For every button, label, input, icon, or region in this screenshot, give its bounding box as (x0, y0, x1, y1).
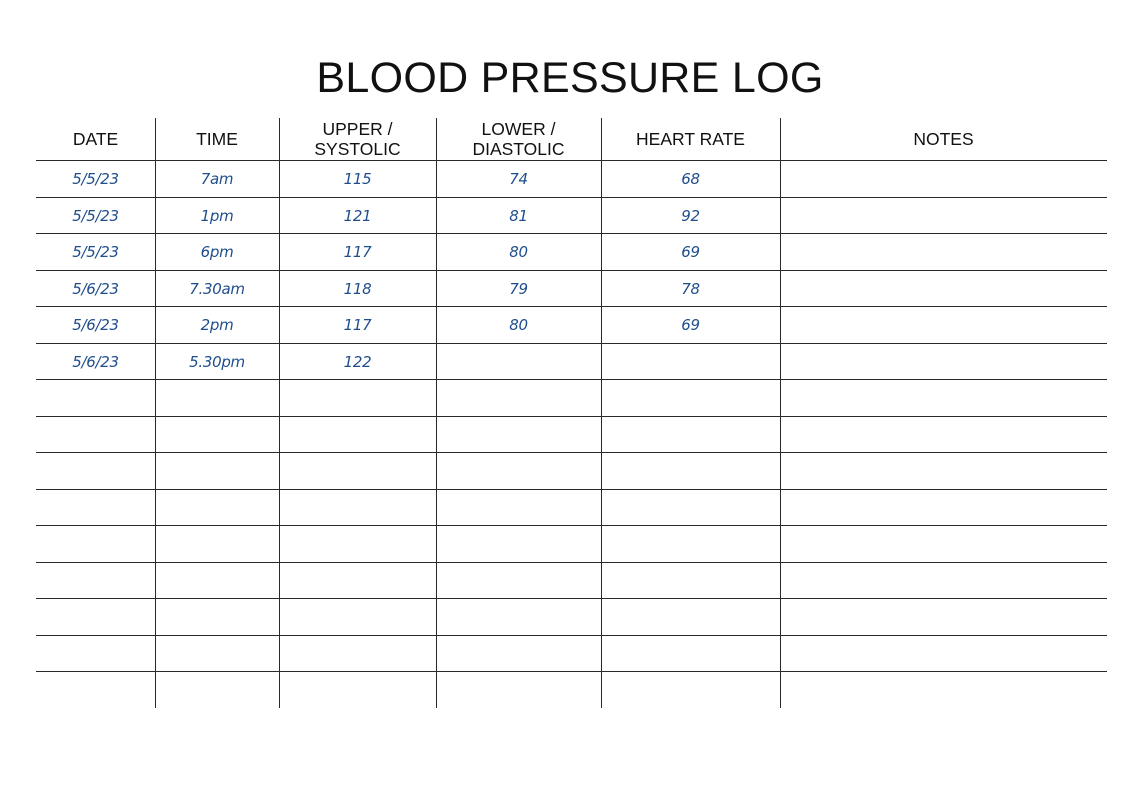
cell-date (36, 563, 155, 599)
cell-date: 5/6/23 (72, 280, 119, 298)
cell-diastolic (436, 344, 601, 380)
cell-time (155, 526, 279, 562)
cell-time: 5.30pm (189, 353, 245, 371)
cell-diastolic: 80 (509, 316, 528, 334)
cell-time: 6pm (200, 243, 234, 261)
cell-time (155, 417, 279, 453)
cell-notes (780, 526, 1107, 562)
cell-diastolic (436, 672, 601, 708)
cell-systolic: 115 (343, 170, 372, 188)
cell-date (36, 636, 155, 672)
column-header-systolic: UPPER / SYSTOLIC (314, 119, 401, 159)
column-header-time: TIME (196, 129, 238, 149)
cell-notes (780, 490, 1107, 526)
cell-heart-rate: 92 (681, 207, 700, 225)
cell-notes (780, 307, 1107, 343)
cell-time: 1pm (200, 207, 234, 225)
cell-date: 5/6/23 (72, 316, 119, 334)
cell-time: 7am (200, 170, 234, 188)
column-header-date: DATE (72, 129, 119, 149)
cell-notes (780, 344, 1107, 380)
cell-notes (780, 234, 1107, 270)
cell-time (155, 563, 279, 599)
cell-heart-rate: 78 (681, 280, 700, 298)
cell-systolic: 117 (343, 243, 372, 261)
cell-systolic (279, 636, 436, 672)
cell-systolic (279, 526, 436, 562)
cell-notes (780, 417, 1107, 453)
cell-date (36, 526, 155, 562)
cell-systolic (279, 453, 436, 489)
cell-systolic: 117 (343, 316, 372, 334)
cell-notes (780, 599, 1107, 635)
cell-diastolic (436, 563, 601, 599)
column-header-diastolic: LOWER / DIASTOLIC (472, 119, 565, 159)
page-title: BLOOD PRESSURE LOG (316, 54, 824, 102)
cell-date: 5/6/23 (72, 353, 119, 371)
cell-time (155, 672, 279, 708)
cell-heart-rate (601, 453, 780, 489)
cell-diastolic: 80 (509, 243, 528, 261)
cell-date: 5/5/23 (72, 243, 119, 261)
cell-systolic: 122 (343, 353, 372, 371)
cell-heart-rate (601, 672, 780, 708)
cell-notes (780, 563, 1107, 599)
cell-date (36, 417, 155, 453)
column-header-heart-rate: HEART RATE (636, 129, 745, 149)
cell-time: 2pm (200, 316, 234, 334)
cell-date (36, 453, 155, 489)
cell-heart-rate: 69 (681, 243, 700, 261)
cell-systolic (279, 417, 436, 453)
cell-time (155, 453, 279, 489)
cell-date (36, 672, 155, 708)
blood-pressure-table (36, 118, 1107, 708)
cell-time (155, 636, 279, 672)
cell-heart-rate (601, 636, 780, 672)
cell-notes (780, 161, 1107, 197)
cell-date (36, 380, 155, 416)
cell-diastolic (436, 417, 601, 453)
cell-systolic (279, 563, 436, 599)
cell-heart-rate: 68 (681, 170, 700, 188)
cell-heart-rate: 69 (681, 316, 700, 334)
cell-date (36, 599, 155, 635)
cell-time: 7.30am (189, 280, 245, 298)
cell-time (155, 490, 279, 526)
cell-diastolic (436, 599, 601, 635)
cell-heart-rate (601, 599, 780, 635)
cell-diastolic (436, 380, 601, 416)
cell-systolic (279, 490, 436, 526)
cell-heart-rate (601, 490, 780, 526)
cell-heart-rate (601, 417, 780, 453)
cell-systolic (279, 672, 436, 708)
cell-date: 5/5/23 (72, 170, 119, 188)
cell-notes (780, 672, 1107, 708)
cell-diastolic (436, 453, 601, 489)
cell-notes (780, 453, 1107, 489)
cell-notes (780, 271, 1107, 307)
cell-diastolic: 81 (509, 207, 528, 225)
cell-systolic: 121 (343, 207, 372, 225)
cell-diastolic (436, 490, 601, 526)
cell-heart-rate (601, 344, 780, 380)
cell-diastolic: 74 (509, 170, 528, 188)
cell-date (36, 490, 155, 526)
cell-heart-rate (601, 563, 780, 599)
cell-notes (780, 380, 1107, 416)
cell-systolic (279, 599, 436, 635)
cell-heart-rate (601, 526, 780, 562)
cell-notes (780, 198, 1107, 234)
cell-date: 5/5/23 (72, 207, 119, 225)
cell-time (155, 599, 279, 635)
cell-time (155, 380, 279, 416)
cell-notes (780, 636, 1107, 672)
cell-systolic: 118 (343, 280, 372, 298)
cell-diastolic (436, 636, 601, 672)
cell-diastolic: 79 (509, 280, 528, 298)
column-header-notes: NOTES (913, 129, 974, 149)
cell-diastolic (436, 526, 601, 562)
cell-systolic (279, 380, 436, 416)
cell-heart-rate (601, 380, 780, 416)
